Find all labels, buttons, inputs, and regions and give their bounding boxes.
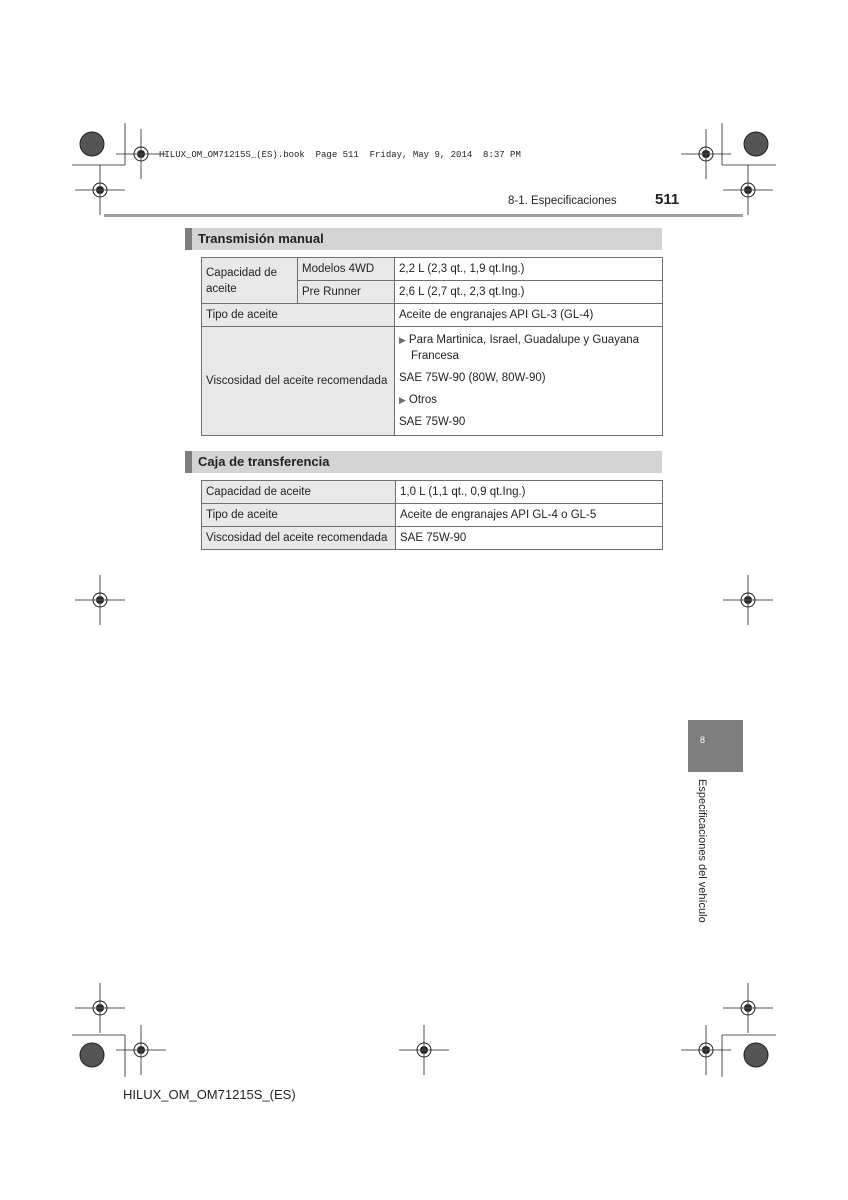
viscosity-value: SAE 75W-90: [399, 416, 466, 428]
crosshair-mark: [681, 1025, 731, 1075]
chapter-number: 8: [700, 735, 706, 745]
starburst-mark: [80, 1043, 104, 1067]
region-item: ▶ Para Martinica, Israel, Guadalupe y Guayana Francesa: [399, 334, 640, 362]
model-cell: Pre Runner: [298, 281, 395, 304]
footer-document-code: HILUX_OM_OM71215S_(ES): [123, 1087, 296, 1102]
table-row: [202, 527, 663, 550]
chapter-title: Especificaciones del vehículo: [696, 779, 708, 923]
tipo-label: Tipo de aceite: [202, 304, 395, 327]
crosshair-mark: [723, 165, 773, 215]
table-row: [202, 504, 663, 527]
starburst-mark: [744, 1043, 768, 1067]
crosshair-mark: [75, 983, 125, 1033]
crosshair-mark: [723, 983, 773, 1033]
viscosidad-label: Viscosidad del aceite recomendada: [202, 327, 395, 436]
section-heading-transmision-manual: Transmisión manual: [185, 228, 662, 250]
table-row: [202, 481, 663, 504]
capacidad-label: Capacidad de aceite: [202, 258, 298, 304]
value-cell: SAE 75W-90: [396, 527, 663, 550]
crosshair-mark: [75, 575, 125, 625]
row-label: Capacidad de aceite: [202, 481, 396, 504]
viscosity-value: SAE 75W-90 (80W, 80W-90): [399, 372, 546, 384]
book-file-info: HILUX_OM_OM71215S_(ES).book Page 511 Friday, May 9, 2014 8:37 PM: [159, 150, 521, 160]
chapter-tab: [688, 720, 743, 772]
crosshair-mark: [75, 165, 125, 215]
table-row: [202, 304, 663, 327]
table-row: [202, 258, 663, 281]
header-rule: [104, 214, 743, 217]
model-cell: Modelos 4WD: [298, 258, 395, 281]
crosshair-mark: [399, 1025, 449, 1075]
crosshair-mark: [116, 1025, 166, 1075]
row-label: Viscosidad del aceite recomendada: [202, 527, 396, 550]
header-section-title: 8-1. Especificaciones: [508, 195, 617, 207]
crosshair-mark: [723, 575, 773, 625]
triangle-bullet-icon: ▶: [399, 395, 406, 405]
viscosidad-values: [395, 327, 663, 436]
row-label: Tipo de aceite: [202, 504, 396, 527]
value-cell: Aceite de engranajes API GL-3 (GL-4): [395, 304, 663, 327]
triangle-bullet-icon: ▶: [399, 335, 406, 345]
table-row: [202, 327, 663, 436]
value-cell: 1,0 L (1,1 qt., 0,9 qt.Ing.): [396, 481, 663, 504]
transmision-manual-table: [201, 257, 663, 436]
value-cell: Aceite de engranajes API GL-4 o GL-5: [396, 504, 663, 527]
region-item: ▶ Otros: [399, 394, 438, 406]
crosshair-mark: [681, 129, 731, 179]
starburst-mark: [744, 132, 768, 156]
value-cell: 2,6 L (2,7 qt., 2,3 qt.Ing.): [395, 281, 663, 304]
value-cell: 2,2 L (2,3 qt., 1,9 qt.Ing.): [395, 258, 663, 281]
page-number: 511: [655, 191, 680, 208]
starburst-mark: [80, 132, 104, 156]
caja-transferencia-table: [201, 480, 663, 550]
section-heading-caja-transferencia: Caja de transferencia: [185, 451, 662, 473]
